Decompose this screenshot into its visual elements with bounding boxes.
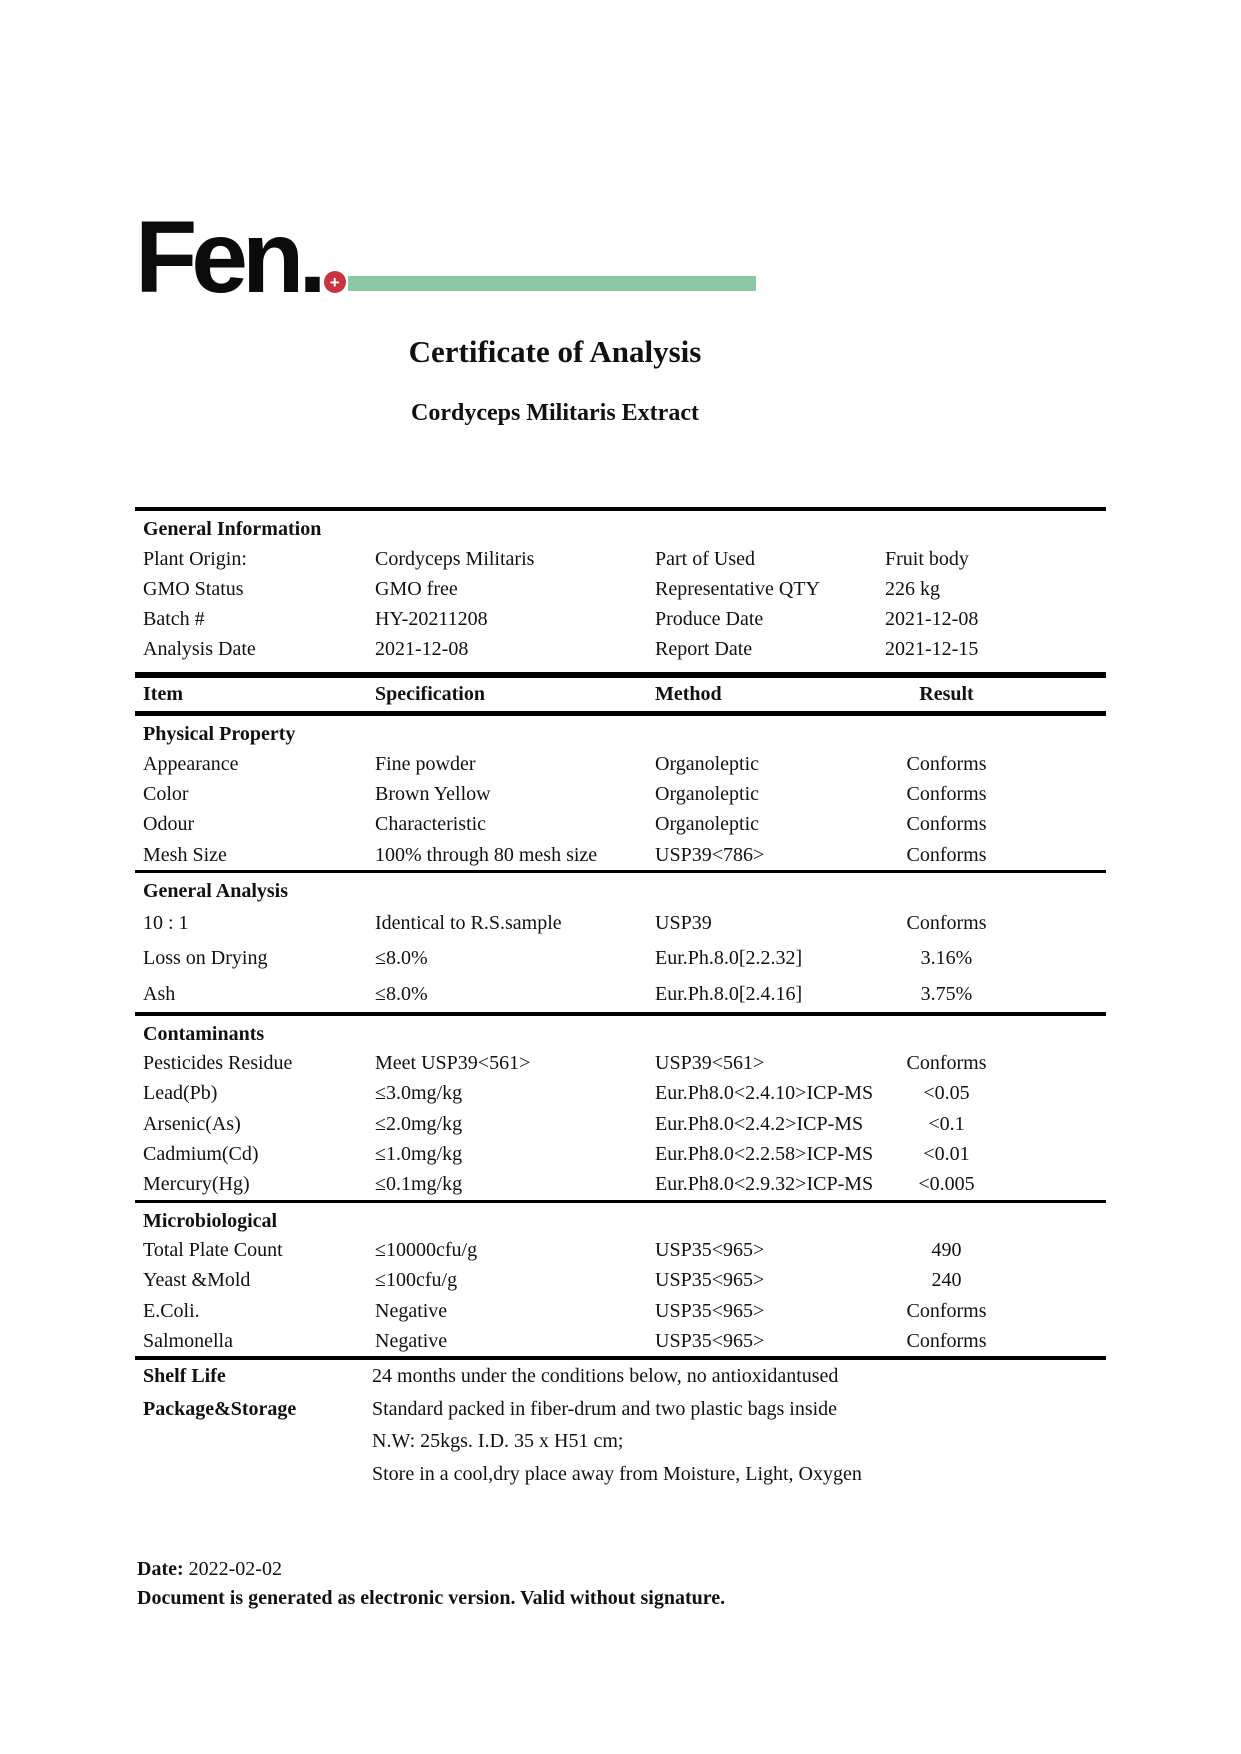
result-cell: 240 (931, 1269, 962, 1292)
logo (135, 200, 1241, 315)
spec-cell: Negative (375, 1299, 448, 1322)
item-cell: Color (143, 783, 189, 806)
result-cell: 3.75% (920, 982, 973, 1005)
section-heading-contaminants: Contaminants (143, 1022, 265, 1045)
package-storage-text: N.W: 25kgs. I.D. 35 x H51 cm; (372, 1430, 624, 1453)
spec-cell: Meet USP39<561> (375, 1052, 531, 1075)
spec-cell: ≤8.0% (375, 947, 428, 970)
spec-cell: Negative (375, 1329, 448, 1352)
table-row (135, 1109, 1106, 1139)
info-value: Fruit body (885, 547, 969, 570)
method-cell: Eur.Ph8.0<2.4.2>ICP-MS (655, 1112, 864, 1135)
column-header-method: Method (655, 683, 722, 706)
section-heading-general-information: General Information (143, 518, 322, 540)
result-cell: <0.005 (918, 1173, 975, 1195)
item-cell: Odour (143, 813, 195, 836)
column-header-specification: Specification (375, 683, 485, 706)
method-cell: Eur.Ph8.0<2.2.58>ICP-MS (655, 1142, 874, 1165)
spec-cell: Characteristic (375, 813, 487, 836)
column-header-item: Item (143, 683, 183, 706)
spec-cell: ≤10000cfu/g (375, 1239, 478, 1262)
spec-cell: Brown Yellow (375, 783, 491, 806)
info-label: Part of Used (655, 547, 755, 570)
shelf-life-label: Shelf Life (143, 1365, 226, 1388)
info-value: 2021-12-08 (885, 607, 979, 630)
info-label: Analysis Date (143, 638, 256, 661)
info-value: GMO free (375, 577, 458, 600)
title-block (135, 334, 975, 427)
info-label: Representative QTY (655, 577, 820, 600)
result-cell: Conforms (906, 813, 987, 836)
result-cell: Conforms (906, 843, 987, 866)
spec-cell: ≤0.1mg/kg (375, 1173, 463, 1195)
spec-cell: Identical to R.S.sample (375, 912, 562, 935)
shelf-life-row (135, 1360, 1106, 1392)
coa-table (135, 507, 1106, 1490)
product-name: Cordyceps Militaris Extract (411, 400, 699, 426)
item-cell: Cadmium(Cd) (143, 1142, 259, 1165)
table-row (135, 1236, 1106, 1266)
item-cell: Mesh Size (143, 843, 227, 866)
item-cell: Salmonella (143, 1329, 233, 1352)
logo-bar (348, 276, 756, 291)
item-cell: Pesticides Residue (143, 1052, 293, 1075)
item-cell: Loss on Drying (143, 947, 268, 970)
package-storage-row (135, 1458, 1106, 1490)
table-row (135, 1326, 1106, 1356)
date-value: 2022-02-02 (188, 1558, 282, 1580)
method-cell: USP39<561> (655, 1052, 765, 1075)
table-row (135, 906, 1106, 941)
info-row (135, 604, 1106, 634)
spec-cell: ≤2.0mg/kg (375, 1112, 463, 1135)
info-value: Cordyceps Militaris (375, 547, 535, 570)
item-cell: Mercury(Hg) (143, 1173, 250, 1195)
table-row (135, 1079, 1106, 1109)
method-cell: Eur.Ph8.0<2.4.10>ICP-MS (655, 1082, 874, 1105)
result-cell: Conforms (906, 912, 987, 935)
result-cell: Conforms (906, 1052, 987, 1075)
table-row (135, 1296, 1106, 1326)
item-cell: E.Coli. (143, 1299, 200, 1322)
table-header-row (135, 678, 1106, 711)
info-row (135, 635, 1106, 673)
info-label: GMO Status (143, 577, 244, 600)
table-row (135, 810, 1106, 840)
section-heading-general-analysis: General Analysis (143, 880, 289, 903)
result-cell: Conforms (906, 752, 987, 775)
result-cell: Conforms (906, 1329, 987, 1352)
spec-cell: 100% through 80 mesh size (375, 843, 598, 866)
info-label: Batch # (143, 607, 205, 630)
electronic-version-note: Document is generated as electronic version. Valid without signature. (137, 1587, 726, 1609)
info-value: HY-20211208 (375, 607, 488, 630)
table-row (135, 941, 1106, 976)
info-value: 2021-12-15 (885, 638, 979, 661)
table-row (135, 1049, 1106, 1079)
section-heading-physical-property: Physical Property (143, 723, 296, 746)
item-cell: Total Plate Count (143, 1239, 283, 1262)
result-cell: Conforms (906, 1299, 987, 1322)
footer (137, 1556, 1241, 1612)
info-label: Produce Date (655, 607, 764, 630)
result-cell: <0.1 (928, 1112, 965, 1135)
package-storage-label: Package&Storage (143, 1397, 297, 1420)
method-cell: Eur.Ph.8.0[2.4.16] (655, 982, 803, 1005)
method-cell: USP35<965> (655, 1239, 765, 1262)
method-cell: Organoleptic (655, 813, 760, 836)
date-label: Date: (137, 1558, 184, 1580)
table-row (135, 780, 1106, 810)
table-row (135, 749, 1106, 779)
result-cell: 490 (931, 1239, 962, 1262)
table-row (135, 840, 1106, 870)
document-title: Certificate of Analysis (408, 334, 702, 369)
info-label: Plant Origin: (143, 547, 247, 570)
info-value: 2021-12-08 (375, 638, 469, 661)
method-cell: USP39<786> (655, 843, 765, 866)
package-storage-row (135, 1425, 1106, 1457)
plus-icon: + (324, 271, 346, 293)
method-cell: USP39 (655, 912, 712, 935)
result-cell: <0.01 (923, 1142, 970, 1165)
spec-cell: ≤1.0mg/kg (375, 1142, 463, 1165)
result-cell: 3.16% (920, 947, 973, 970)
method-cell: Organoleptic (655, 752, 760, 775)
package-storage-text: Standard packed in fiber-drum and two plastic bags inside (372, 1397, 838, 1420)
item-cell: Appearance (143, 752, 239, 775)
item-cell: Yeast &Mold (143, 1269, 251, 1292)
info-row (135, 574, 1106, 604)
spec-cell: ≤100cfu/g (375, 1269, 458, 1292)
package-storage-text: Store in a cool,dry place away from Moisture, Light, Oxygen (372, 1462, 862, 1485)
spec-cell: Fine powder (375, 752, 476, 775)
table-row (135, 977, 1106, 1012)
item-cell: Arsenic(As) (143, 1112, 241, 1135)
shelf-life-text: 24 months under the conditions below, no antioxidantused (372, 1365, 839, 1388)
method-cell: USP35<965> (655, 1299, 765, 1322)
method-cell: Organoleptic (655, 783, 760, 806)
info-label: Report Date (655, 638, 753, 661)
spec-cell: ≤8.0% (375, 982, 428, 1005)
package-storage-row (135, 1393, 1106, 1425)
method-cell: Eur.Ph8.0<2.9.32>ICP-MS (655, 1173, 874, 1195)
column-header-result: Result (919, 683, 974, 706)
item-cell: Lead(Pb) (143, 1082, 218, 1105)
info-row (135, 544, 1106, 574)
method-cell: Eur.Ph.8.0[2.2.32] (655, 947, 803, 970)
date-line (137, 1556, 1241, 1583)
section-heading-microbiological: Microbiological (143, 1209, 278, 1232)
method-cell: USP35<965> (655, 1269, 765, 1292)
table-row (135, 1139, 1106, 1169)
spec-cell: ≤3.0mg/kg (375, 1082, 463, 1105)
table-row (135, 1170, 1106, 1200)
result-cell: Conforms (906, 783, 987, 806)
result-cell: <0.05 (923, 1082, 970, 1105)
method-cell: USP35<965> (655, 1329, 765, 1352)
table-row (135, 1266, 1106, 1296)
item-cell: 10 : 1 (143, 912, 189, 935)
item-cell: Ash (143, 982, 176, 1005)
logo-text: Fen. (135, 200, 321, 315)
info-value: 226 kg (885, 577, 940, 600)
